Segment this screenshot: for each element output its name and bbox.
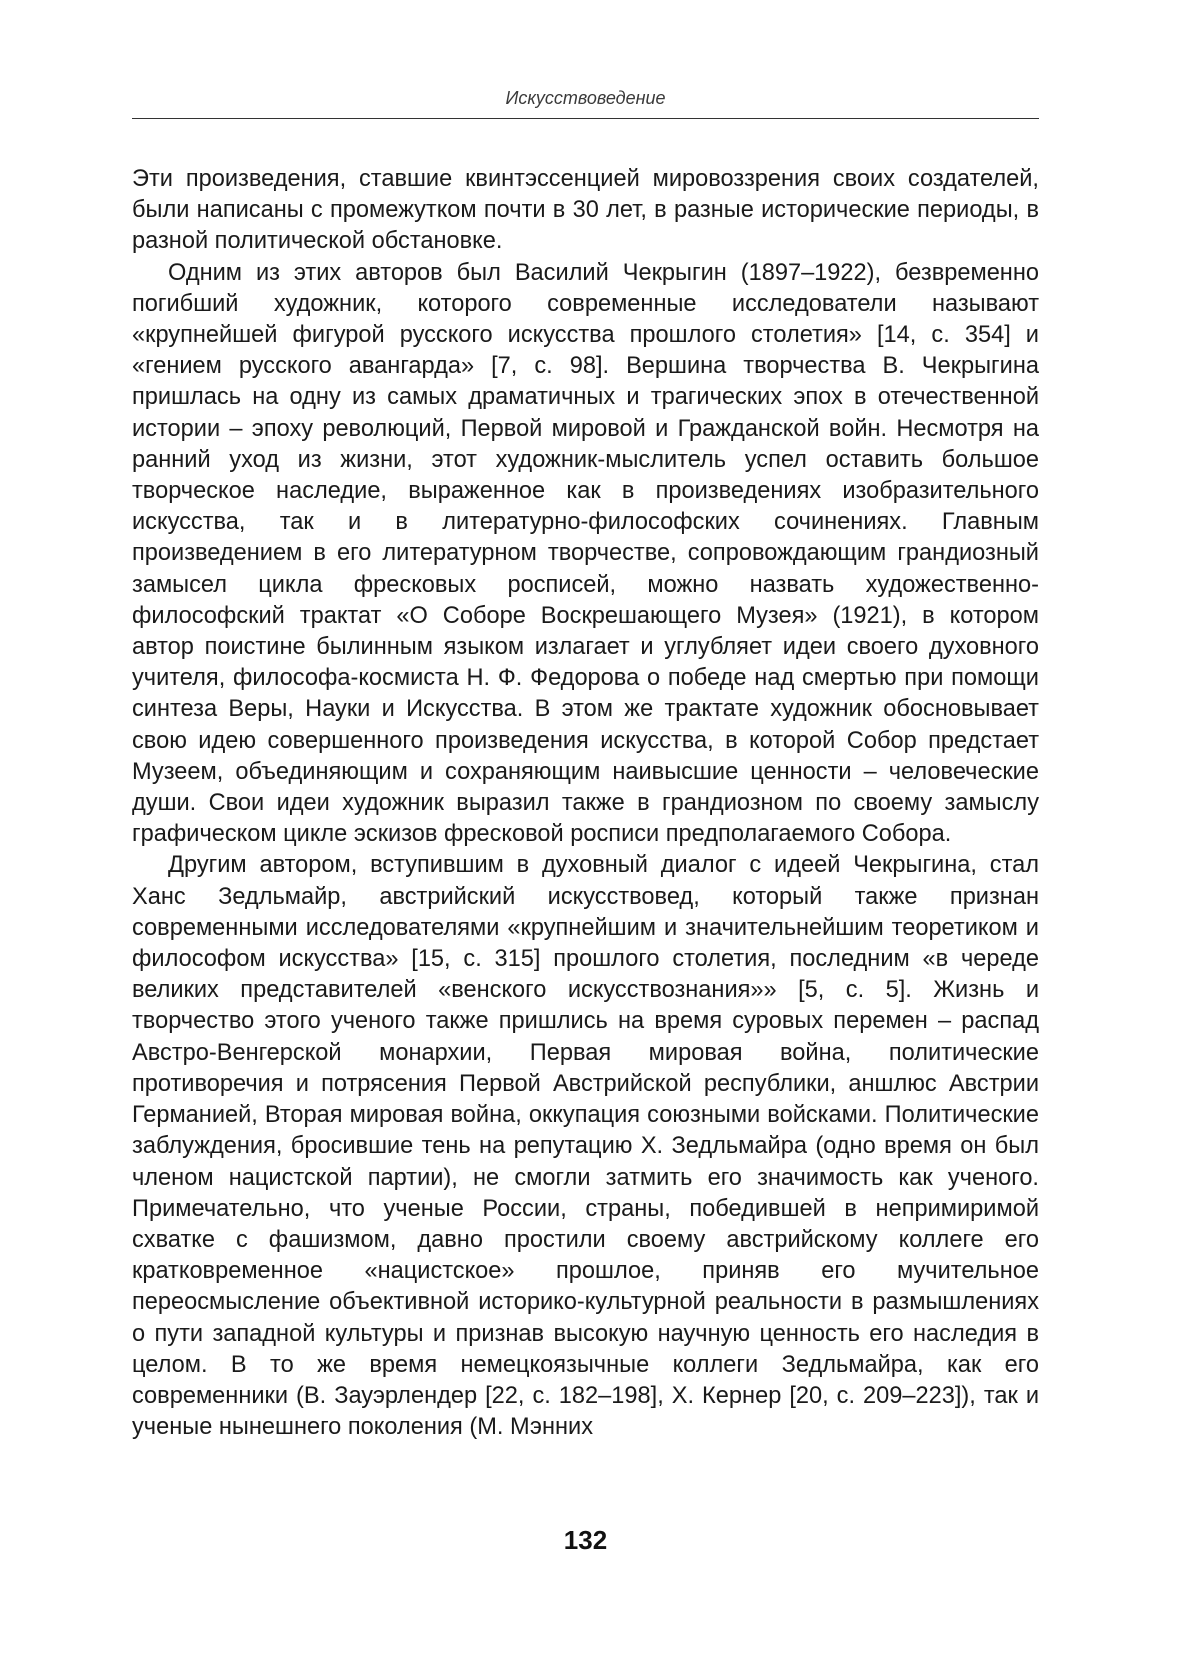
- header-rule: [132, 118, 1039, 119]
- page-number: 132: [563, 1525, 608, 1555]
- body-text: [132, 164, 1039, 1443]
- running-header: Искусствоведение: [505, 88, 666, 108]
- paragraph-2: Одним из этих авторов был Василий Чекрыгин (1897–1922), безвременно погибший художник, которого современные исследователи называют «крупнейшей фигурой русского искусства прошлого столетия» [14, с. 354] и «гением русского авангарда» [7, с. 98]. Вершина творчества В. Чекрыгина пришлась на одну из самых драматичных и трагических эпох в отечественной истории – эпоху революций, Первой мировой и Гражданской войн. Несмотря на ранний уход из жизни, этот художник-мыслитель успел оставить большое творческое наследие, выраженное как в произведениях изобразительного искусства, так и в литературно-философских сочинениях. Главным произведением в его литературном творчестве, сопровождающим грандиозный замысел цикла фресковых росписей, можно назвать художественно-философский трактат «О Соборе Воскрешающего Музея» (1921), в котором автор поистине былинным языком излагает и углубляет идеи своего духовного учителя, философа-космиста Н. Ф. Федорова о победе над смертью при помощи синтеза Веры, Науки и Искусства. В этом же трактате художник обосновывает свою идею совершенного произведения искусства, в которой Собор предстает Музеем, объединяющим и сохраняющим наивысшие ценности – человеческие души. Свои идеи художник выразил также в грандиозном по своему замыслу графическом цикле эскизов фресковой росписи предполагаемого Собора.: [132, 259, 1039, 848]
- paragraph-1: Эти произведения, ставшие квинтэссенцией мировоззрения своих создателей, были написаны с промежутком почти в 30 лет, в разные исторические периоды, в разной политической обстановке.: [132, 166, 1039, 255]
- paragraph-3: Другим автором, вступившим в духовный диалог с идеей Чекрыгина, стал Ханс Зедльмайр, австрийский искусствовед, который также признан современными исследователями «крупнейшим и значительнейшим теоретиком и философом искусства» [15, с. 315] прошлого столетия, последним «в череде великих представителей «венского искусствознания»» [5, с. 5]. Жизнь и творчество этого ученого также пришлись на время суровых перемен – распад Австро-Венгерской монархии, Первая мировая война, политические противоречия и потрясения Первой Австрийской республики, аншлюс Австрии Германией, Вторая мировая война, оккупация союзными войсками. Политические заблуждения, бросившие тень на репутацию Х. Зедльмайра (одно время он был членом нацистской партии), не смогли затмить его значимость как ученого. Примечательно, что ученые России, страны, победившей в непримиримой схватке с фашизмом, давно простили своему австрийскому коллеге его кратковременное «нацистское» прошлое, приняв его мучительное переосмысление объективной историко-культурной реальности в размышлениях о пути западной культуры и признав высокую научную ценность его наследия в целом. В то же время немецкоязычные коллеги Зедльмайра, как его современники (В. Зауэрлендер [22, с. 182–198], Х. Кернер [20, с. 209–223]), так и ученые нынешнего поколения (М. Мэнних: [132, 852, 1039, 1441]
